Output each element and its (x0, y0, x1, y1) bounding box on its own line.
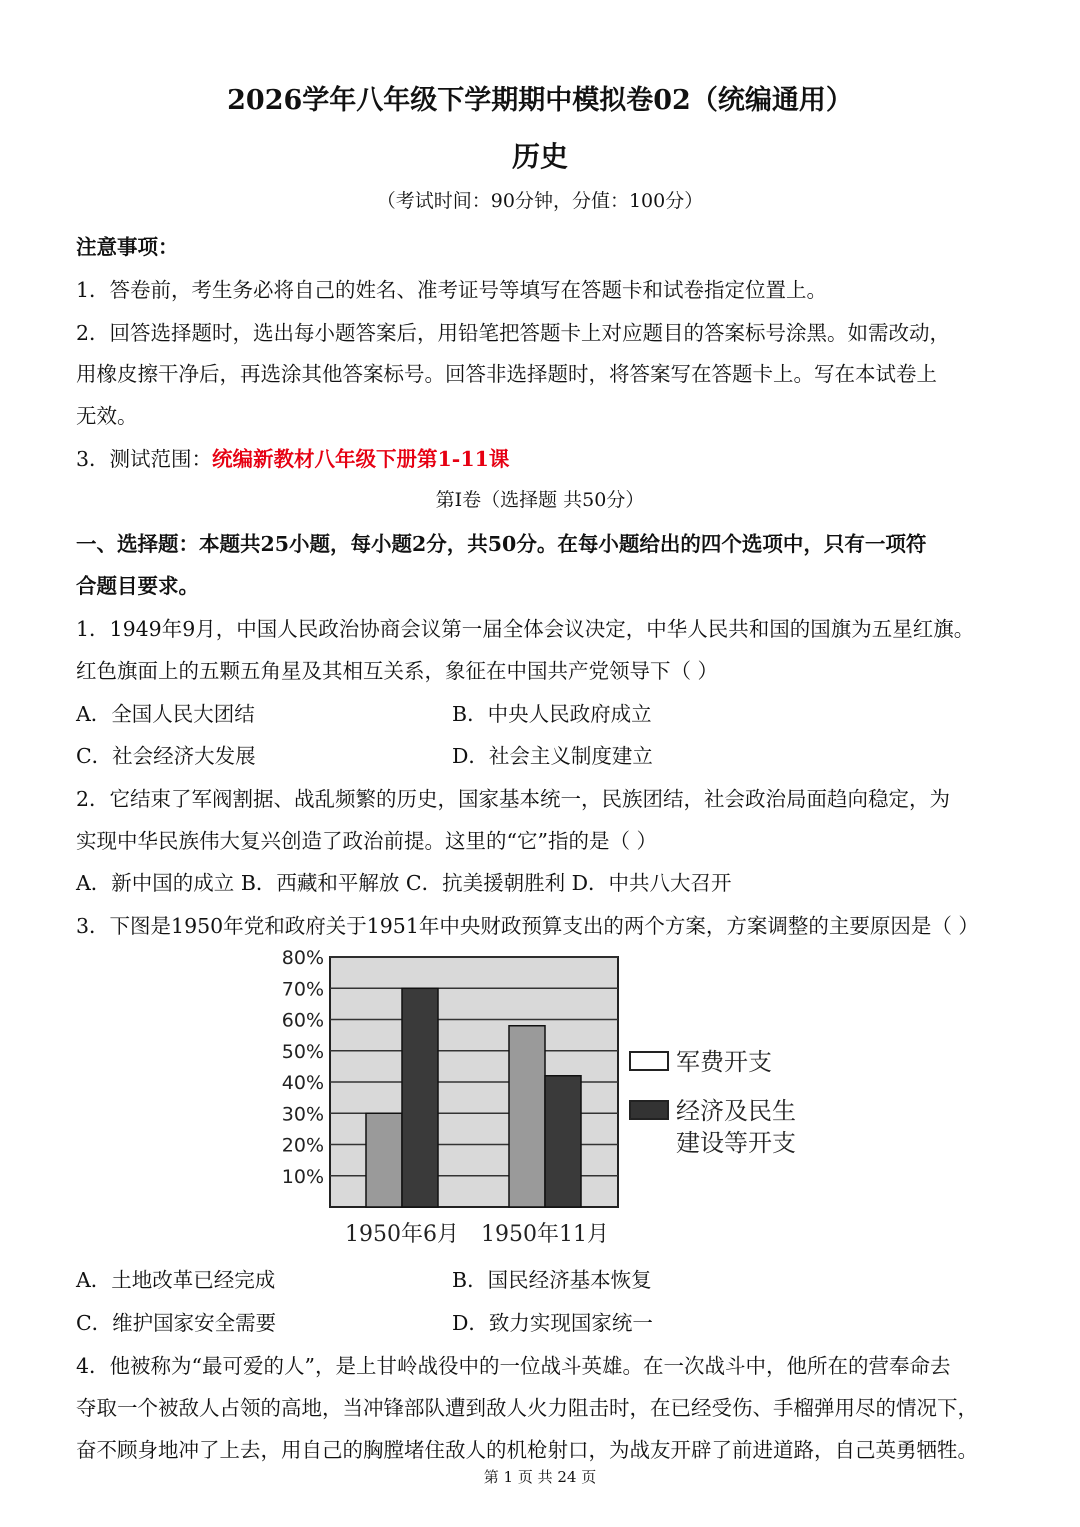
q3-option-d: D．致力实现国家统一 (452, 1311, 653, 1335)
q1-option-c: C．社会经济大发展 (76, 744, 256, 768)
notice-item-3 (76, 442, 509, 472)
legend-label: 建设等开支 (676, 1129, 796, 1157)
bar (366, 1113, 402, 1207)
legend-label: 军费开支 (676, 1048, 772, 1076)
bar (545, 1076, 581, 1207)
exam-meta: （考试时间：90分钟，分值：100分） (376, 190, 704, 212)
bar (402, 988, 438, 1207)
legend-swatch-military (630, 1052, 668, 1070)
notice-item-2-line-2: 用橡皮擦干净后，再选涂其他答案标号。回答非选择题时，将答案写在答题卡上。写在本试卷上 (76, 362, 937, 386)
q3-option-b: B．国民经济基本恢复 (452, 1268, 652, 1292)
q1-stem-line-1: 1．1949年9月，中国人民政治协商会议第一届全体会议决定，中华人民共和国的国旗为五星红旗。 (76, 617, 975, 641)
y-tick-label: 10% (281, 1165, 324, 1188)
notice-item-3-prefix: 3．测试范围： (76, 447, 213, 471)
page-footer: 第 1 页 共 24 页 (483, 1468, 597, 1486)
q3-option-a: A．土地改革已经完成 (76, 1268, 276, 1292)
notice-item-2-line-1: 2．回答选择题时，选出每小题答案后，用铅笔把答题卡上对应题目的答案标号涂黑。如需改动， (76, 321, 951, 345)
q1-stem-line-2: 红色旗面上的五颗五角星及其相互关系，象征在中国共产党领导下（ ） (76, 659, 719, 683)
bar (509, 1026, 545, 1207)
budget-bar-chart (268, 945, 828, 1250)
y-tick-label: 40% (281, 1072, 324, 1094)
notice-item-1: 1．答卷前，考生务必将自己的姓名、准考证号等填写在答题卡和试卷指定位置上。 (76, 278, 828, 302)
y-tick-label: 80% (281, 947, 324, 969)
q2-stem-line-2: 实现中华民族伟大复兴创造了政治前提。这里的“它”指的是（ ） (76, 829, 657, 853)
subject-title: 历史 (511, 140, 568, 173)
q4-stem-line-2: 夺取一个被敌人占领的高地，当冲锋部队遭到敌人火力阻击时，在已经受伤、手榴弹用尽的情况下， (76, 1396, 978, 1420)
q2-options: A．新中国的成立 B．西藏和平解放 C．抗美援朝胜利 D．中共八大召开 (76, 871, 732, 895)
y-tick-label: 60% (281, 1009, 324, 1032)
test-range: 统编新教材八年级下册第1-11课 (212, 447, 510, 471)
exam-title: 2026学年八年级下学期期中模拟卷02（统编通用） (227, 85, 853, 116)
y-tick-label: 50% (281, 1040, 324, 1063)
q1-option-b: B．中央人民政府成立 (452, 702, 652, 726)
y-tick-label: 30% (281, 1103, 324, 1126)
notice-item-2-line-3: 无效。 (76, 404, 138, 428)
q4-stem-line-1: 4．他被称为“最可爱的人”，是上甘岭战役中的一位战斗英雄。在一次战斗中，他所在的营奉命去 (76, 1354, 951, 1378)
x-tick-label: 1950年6月 (345, 1222, 459, 1247)
notice-heading: 注意事项： (76, 235, 179, 259)
legend-label: 经济及民生 (676, 1097, 796, 1125)
section-intro-line-2: 合题目要求。 (76, 574, 199, 598)
q2-stem-line-1: 2．它结束了军阀割据、战乱频繁的历史，国家基本统一，民族团结，社会政治局面趋向稳定，为 (76, 787, 951, 811)
q4-stem-line-3: 奋不顾身地冲了上去，用自己的胸膛堵住敌人的机枪射口，为战友开辟了前进道路，自己英勇牺牲。 (76, 1438, 978, 1462)
volume-heading: 第Ⅰ卷（选择题 共50分） (435, 489, 645, 511)
q1-option-d: D．社会主义制度建立 (452, 744, 653, 768)
q3-option-c: C．维护国家安全需要 (76, 1311, 277, 1335)
y-tick-label: 20% (281, 1134, 324, 1157)
section-intro-line-1: 一、选择题：本题共25小题，每小题2分，共50分。在每小题给出的四个选项中，只有一项符 (76, 532, 927, 556)
x-tick-label: 1950年11月 (481, 1222, 609, 1247)
y-tick-label: 70% (281, 978, 324, 1001)
legend-swatch-economy (630, 1101, 668, 1119)
q3-stem: 3．下图是1950年党和政府关于1951年中央财政预算支出的两个方案，方案调整的主要原因是（ ） (76, 914, 979, 938)
q1-option-a: A．全国人民大团结 (76, 702, 255, 726)
